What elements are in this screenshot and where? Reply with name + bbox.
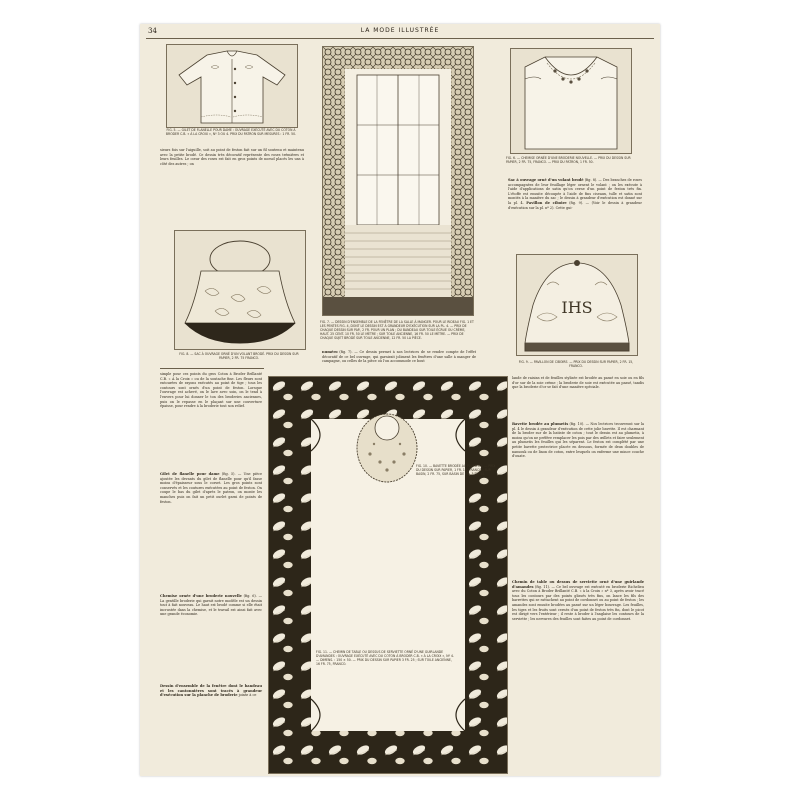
caption-fig6: FIG. 6. — CHEMISE ORNÉE D'UNE BRODERIE NOUVELLE. — PRIX DU DESSIN SUR PAPIER, 2 FR. 75, FRANCO. — PRIX DU PATRON, 1 FR. 50. xyxy=(506,156,631,164)
heading-gilet: Gilet de flanelle pour dame xyxy=(160,472,220,476)
heading-numero: numéro xyxy=(322,350,338,354)
caption-fig7: FIG. 7. — DESSIN D'ENSEMBLE DE LA FENÊTRE DE LA SALLE À MANGER. POUR LE RIDEAU FIG. 1 ET LES PENTES FIG. 4, DONT LE DESSIN EST À GRANDEUR D'EXÉCUTION SUR LA PL. 4. — PRIX DE CHAQUE DESSIN SUR PAP., 2 FR. POUR UN PLAN ; DU BANDEAU SUR TOILE ÉCRUE OU CRÈME, HAUT. 25 CENT. 10 FR. 50 LE MÈTRE ; SUR TOILE ANCIENNE, 16 FR. 50 LE MÈTRE. — PRIX DE CHAQUE SUJET BRODÉ SUR TOILE ANCIENNE, 12 FR. 50 LA PIÈCE. xyxy=(320,320,474,340)
text-chemin-de-table: (fig. 11). — Ce bel ouvrage est exécuté en broderie Richelieu avec du Coton à Broder Brillanté C.B. « à la Croix » nº 3, après avoir tracé tous les contours par des points glissés très fins, on lance les fils des barrettes qui se rattachent au point de cordonnet ou au point de feston ; les amandes sont ensuite brodées au passé sur un léger bourrage. Les feuilles, les tiges et les fruits sont cernés d'un point de feston très fin, dont le picot est dirigé vers l'extérieur ; il reste à broder à l'anglaise les contours de la serviette ; les nervures des feuilles sont faites au point de cordonnet. xyxy=(512,584,644,621)
journal-title: LA MODE ILLUSTRÉE xyxy=(360,27,440,34)
heading-dessin-ensemble: Dessin d'ensemble de la fenêtre dont le bandeau et les cantonnières sont tracés à grandeur d'exécution sur la planche de broderie xyxy=(160,684,262,698)
text-dessin-ensemble: jointe à ce xyxy=(238,693,257,698)
heading-ciboire: Pavillon de ciboire xyxy=(526,200,567,205)
heading-sac: Sac à ouvrage orné d'un volant brodé xyxy=(508,178,584,182)
text-numero: (fig. 7). — Ce dessin permet à nos lectrices de se rendre compte de l'effet décoratif de ce bel ouvrage, qui garnirait joliment les fenêtres d'une salle à manger de campagne, ou celles de la pièce où l'on accommode ce bout xyxy=(322,350,476,364)
figure-work-bag xyxy=(174,230,306,350)
text-col-r4 xyxy=(512,580,644,621)
caption-fig8: FIG. 8. — SAC À OUVRAGE ORNÉ D'UN VOLANT BRODÉ. PRIX DU DESSIN SUR PAPIER, 2 FR. 75 FRANCO. xyxy=(179,352,299,360)
text-mid xyxy=(322,350,476,364)
figure-chemise xyxy=(510,48,632,154)
column-rule-left xyxy=(160,368,264,369)
text-col-l4 xyxy=(160,684,262,698)
page-number: 34 xyxy=(148,27,157,35)
caption-fig10: FIG. 10. — BAVETTE BRODÉE AU PLUMETIS. — PRIX DU DESSIN SUR PAPIER, 1 FR. 15, FRANCO ; SUR BASIN, 2 FR. 75, SUR BASIN DE FIL, 3 FR. 50. xyxy=(416,464,496,476)
caption-fig5: FIG. 5. — GILET DE FLANELLE POUR DAME : OUVRAGE EXÉCUTÉ AVEC DU COTON À BRODER C.B. « À LA CROIX », Nº 3 OU 4. PRIX DU PATRON SUR MESURES : 1 FR. 50. xyxy=(165,128,297,136)
magazine-page xyxy=(140,24,660,776)
figure-vest xyxy=(166,44,298,128)
caption-fig9: FIG. 9. — PAVILLON DE CIBOIRE. — PRIX DU DESSIN SUR PAPIER, 2 FR. 15, FRANCO. xyxy=(518,360,634,368)
text-sac: (fig. 8). — Des branches de roses accompagnées de leur feuillage léger ornent le volant ; on les exécute à l'aide d'applications de satin qu'on cerne d'un point de feston très fin. L'étoffe est ensuite découpée à l'aide de fins ciseaux, tulle et satin sont montés à la manière du sac ; le dessin à grandeur d'exécution est donné sur la pl. 4. xyxy=(508,178,642,205)
header-rule xyxy=(146,38,654,39)
text-col-r1 xyxy=(508,178,642,210)
figure-window xyxy=(322,46,474,316)
svg-text:IHS: IHS xyxy=(561,298,593,317)
text-col-r3 xyxy=(512,422,644,459)
text-gilet: (fig. 5). — Une pièce ajoutée les devants du gilet de flanelle pour qu'il fasse moins d'épaisseur sous le corset. Les gros points sont conservés et les coutures exécutées au point de feston. On coupe le bas du gilet d'après le patron, on monte les manches puis on fait un petit ourlet garni de points de feston. xyxy=(160,472,263,504)
text-col-l3 xyxy=(160,594,262,617)
text-col-r2: lande de raisins et de feuilles stylisée est brodée au passé en soie ou en fils d'or sur de la soie crème ; la broderie de soie est exécutée au passé, tandis que la broderie d'or se fait d'une manière spéciale. xyxy=(512,376,644,390)
heading-bavette: Bavette brodée au plumetis xyxy=(512,422,569,426)
figure-ciborium-veil xyxy=(516,254,638,356)
text-ciboire: (fig. 9). — (Voir le dessin à grandeur d'exécution sur la pl. nº 2). Cette gui- xyxy=(508,200,642,210)
heading-chemise: Chemise ornée d'une broderie nouvelle xyxy=(160,594,242,598)
text-chemise: (fig. 6). — La gentille broderie qui garnit notre modèle est un dessin tout à fait nouveau. Le haut est brodé comme si elle était incrustée dans la chemise, et le travail est ainsi fait avec une grande économie. xyxy=(160,594,263,617)
heading-chemin-de-table: Chemin de table ou dessus de serviette orné d'une guirlande d'amandes xyxy=(512,580,644,589)
text-bavette: (fig. 10). — Nos lectrices trouveront sur la pl. 4 le dessin à grandeur d'exécution de cette jolie bavette. Il est charmant de la broder sur de la batiste de coton ; tout le dessin est au plumetis, à moins qu'on ne préfère remplacer les pois par des œillets et faire seulement au plumetis les feuilles qui les séparent. Le feston est complété par une petite bavette protectrice placée en dessous, formée de deux doubles de nansouk ou de linon de coton, entre lesquels on enferme une mince couche d'ouate. xyxy=(512,422,645,459)
text-col-l2 xyxy=(160,472,262,504)
caption-fig11: FIG. 11. — CHEMIN DE TABLE OU DESSUS DE SERVIETTE ORNÉ D'UNE GUIRLANDE D'AMANDES : OUVRAGE EXÉCUTÉ AVEC DU COTON À BRODER C.B. « À LA CROIX », Nº 4. — DIMENS. : 150 × 50. — PRIX DU DESSIN SUR PAPIER 3 FR. 25 ; SUR TOILE ANCIENNE, 16 FR. 75, FRANCO. xyxy=(316,650,454,666)
text-col-l1: simple pour ces points du gros Coton à Broder Brillanté C.B. « À la Croix » ou de la soutache fine. Les fleurs sont entourées de rayons exécutés au point de tige ; tous les contours sont ornés d'un point de feston. Lorsque l'ouvrage est achevé, on le lave avec soin, on le tend à l'envers pour lui donner le ton des broderies anciennes, puis on le repasse en le plaçant sur une couverture épaisse, pour rendre à la broderie tout son relief. xyxy=(160,372,262,409)
text-col-a1: sieurs fois sur l'aiguille, soit au point de feston fait sur un fil soutenu et maintenu avec la petite brodé. Ce dessin très décoratif représente des roses trémières et leurs feuilles. Le cœur des roses est fait en gros points de noeud placés les uns à côté des autres ; on xyxy=(160,148,304,166)
figure-bib xyxy=(350,404,424,486)
